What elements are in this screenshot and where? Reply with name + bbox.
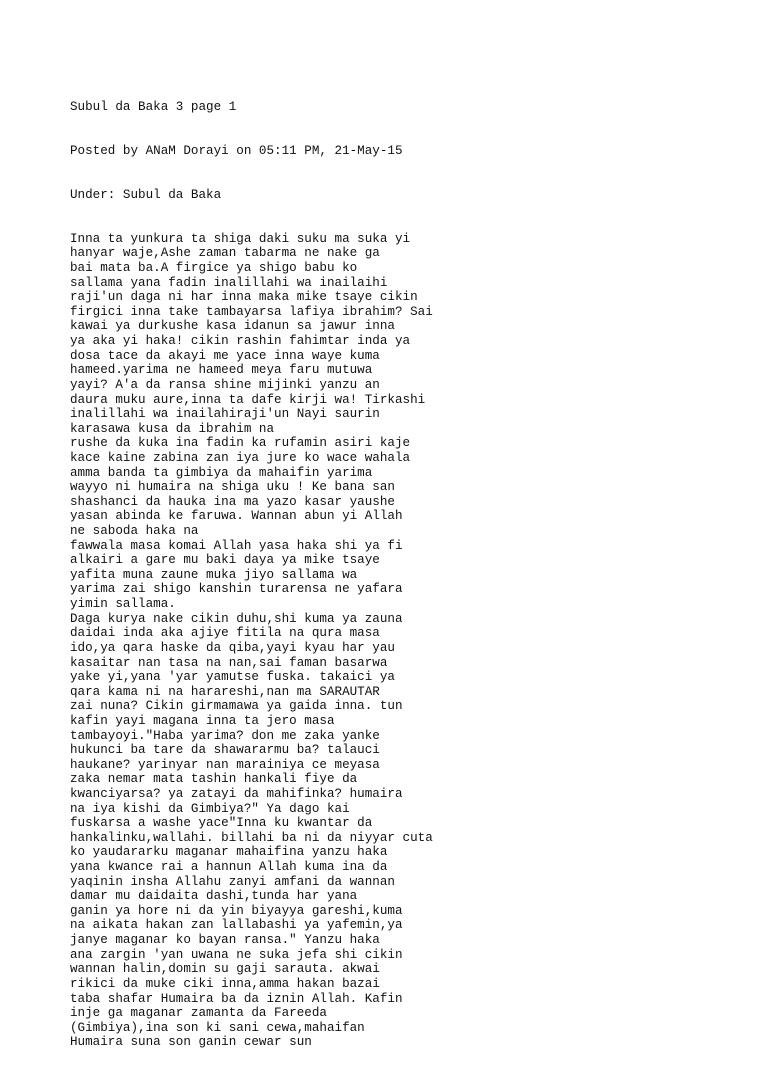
story-line: na aikata hakan zan lallabashi ya yafemin,ya bbox=[70, 918, 403, 933]
story-line: kwanciyarsa? ya zatayi da mahifinka? humaira bbox=[70, 786, 403, 801]
story-line: janye maganar ko bayan ransa." Yanzu haka bbox=[70, 933, 380, 948]
document-title: Subul da Baka 3 page 1 bbox=[70, 100, 237, 115]
story-line: (Gimbiya),ina son ki sani cewa,mahaifan bbox=[70, 1020, 365, 1035]
story-line: yarima zai shigo kanshin turarensa ne yafara bbox=[70, 582, 403, 597]
story-line: hankalinku,wallahi. billahi ba ni da niyyar cuta bbox=[70, 830, 433, 845]
story-line: zaka nemar mata tashin hankali fiye da bbox=[70, 772, 358, 787]
story-line: damar mu daidaita dashi,tunda har yana bbox=[70, 889, 358, 904]
story-line: fuskarsa a washe yace"Inna ku kwantar da bbox=[70, 816, 373, 831]
story-line: wannan halin,domin su gaji sarauta. akwai bbox=[70, 962, 380, 977]
story-line: dosa tace da akayi me yace inna waye kuma bbox=[70, 348, 380, 363]
story-line: taba shafar Humaira ba da iznin Allah. Kafin bbox=[70, 991, 403, 1006]
story-line: zai nuna? Cikin girmamawa ya gaida inna. tun bbox=[70, 699, 403, 714]
story-line: bai mata ba.A firgice ya shigo babu ko bbox=[70, 261, 358, 276]
story-line: Daga kurya nake cikin duhu,shi kuma ya zauna bbox=[70, 611, 403, 626]
story-line: hukunci ba tare da shawararmu ba? talauci bbox=[70, 743, 380, 758]
story-line: hanyar waje,Ashe zaman tabarma ne nake ga bbox=[70, 246, 380, 261]
story-line: qara kama ni na harareshi,nan ma SARAUTAR bbox=[70, 684, 380, 699]
post-byline: Posted by ANaM Dorayi on 05:11 PM, 21-May-15 bbox=[70, 144, 403, 159]
story-line: Inna ta yunkura ta shiga daki suku ma suka yi bbox=[70, 231, 411, 246]
story-line: inalillahi wa inailahiraji'un Nayi saurin bbox=[70, 407, 380, 422]
story-line: rushe da kuka ina fadin ka rufamin asiri kaje bbox=[70, 436, 411, 451]
story-line: ido,ya qara haske da qiba,yayi kyau har yau bbox=[70, 640, 395, 655]
story-line: hameed.yarima ne hameed meya faru mutuwa bbox=[70, 363, 373, 378]
story-line: haukane? yarinyar nan marainiya ce meyasa bbox=[70, 757, 380, 772]
story-line: firgici inna take tambayarsa lafiya ibrahim? Sai bbox=[70, 304, 433, 319]
story-line: shashanci da hauka ina ma yazo kasar yaushe bbox=[70, 494, 395, 509]
story-line: wayyo ni humaira na shiga uku ! Ke bana san bbox=[70, 480, 395, 495]
story-line: rikici da muke ciki inna,amma hakan bazai bbox=[70, 976, 380, 991]
story-line: alkairi a gare mu baki daya ya mike tsaye bbox=[70, 553, 380, 568]
story-line: na iya kishi da Gimbiya?" Ya dago kai bbox=[70, 801, 350, 816]
story-line: Humaira suna son ganin cewar sun bbox=[70, 1035, 312, 1050]
story-line: kasaitar nan tasa na nan,sai faman basarwa bbox=[70, 655, 388, 670]
story-line: yake yi,yana 'yar yamutse fuska. takaici ya bbox=[70, 670, 395, 685]
document-text bbox=[70, 71, 750, 1079]
story-line: inje ga maganar zamanta da Fareeda bbox=[70, 1006, 327, 1021]
story-line: ana zargin 'yan uwana ne suka jefa shi cikin bbox=[70, 947, 403, 962]
story-line: tambayoyi."Haba yarima? don me zaka yanke bbox=[70, 728, 380, 743]
story-line: ya aka yi haka! cikin rashin fahimtar inda ya bbox=[70, 334, 411, 349]
story-line: kafin yayi magana inna ta jero masa bbox=[70, 713, 335, 728]
story-line: yayi? A'a da ransa shine mijinki yanzu an bbox=[70, 377, 380, 392]
story-line: raji'un daga ni har inna maka mike tsaye cikin bbox=[70, 290, 418, 305]
story-body bbox=[70, 232, 750, 1050]
story-line: ko yaudararku maganar mahaifina yanzu haka bbox=[70, 845, 388, 860]
story-line: ne saboda haka na bbox=[70, 524, 199, 539]
story-line: fawwala masa komai Allah yasa haka shi ya fi bbox=[70, 538, 403, 553]
story-line: ganin ya hore ni da yin biyayya gareshi,kuma bbox=[70, 903, 403, 918]
story-line: daidai inda aka ajiye fitila na qura masa bbox=[70, 626, 380, 641]
story-line: yana kwance rai a hannun Allah kuma ina da bbox=[70, 860, 388, 875]
story-line: daura muku aure,inna ta dafe kirji wa! Tirkashi bbox=[70, 392, 426, 407]
story-line: yasan abinda ke faruwa. Wannan abun yi Allah bbox=[70, 509, 403, 524]
story-line: yaqinin insha Allahu zanyi amfani da wannan bbox=[70, 874, 395, 889]
story-line: amma banda ta gimbiya da mahaifin yarima bbox=[70, 465, 373, 480]
story-line: sallama yana fadin inalillahi wa inailaihi bbox=[70, 275, 388, 290]
story-line: kace kaine zabina zan iya jure ko wace wahala bbox=[70, 450, 411, 465]
story-line: kawai ya durkushe kasa idanun sa jawur inna bbox=[70, 319, 395, 334]
story-line: yimin sallama. bbox=[70, 597, 176, 612]
story-line: karasawa kusa da ibrahim na bbox=[70, 421, 275, 436]
story-line: yafita muna zaune muka jiyo sallama wa bbox=[70, 567, 358, 582]
post-category: Under: Subul da Baka bbox=[70, 187, 222, 202]
